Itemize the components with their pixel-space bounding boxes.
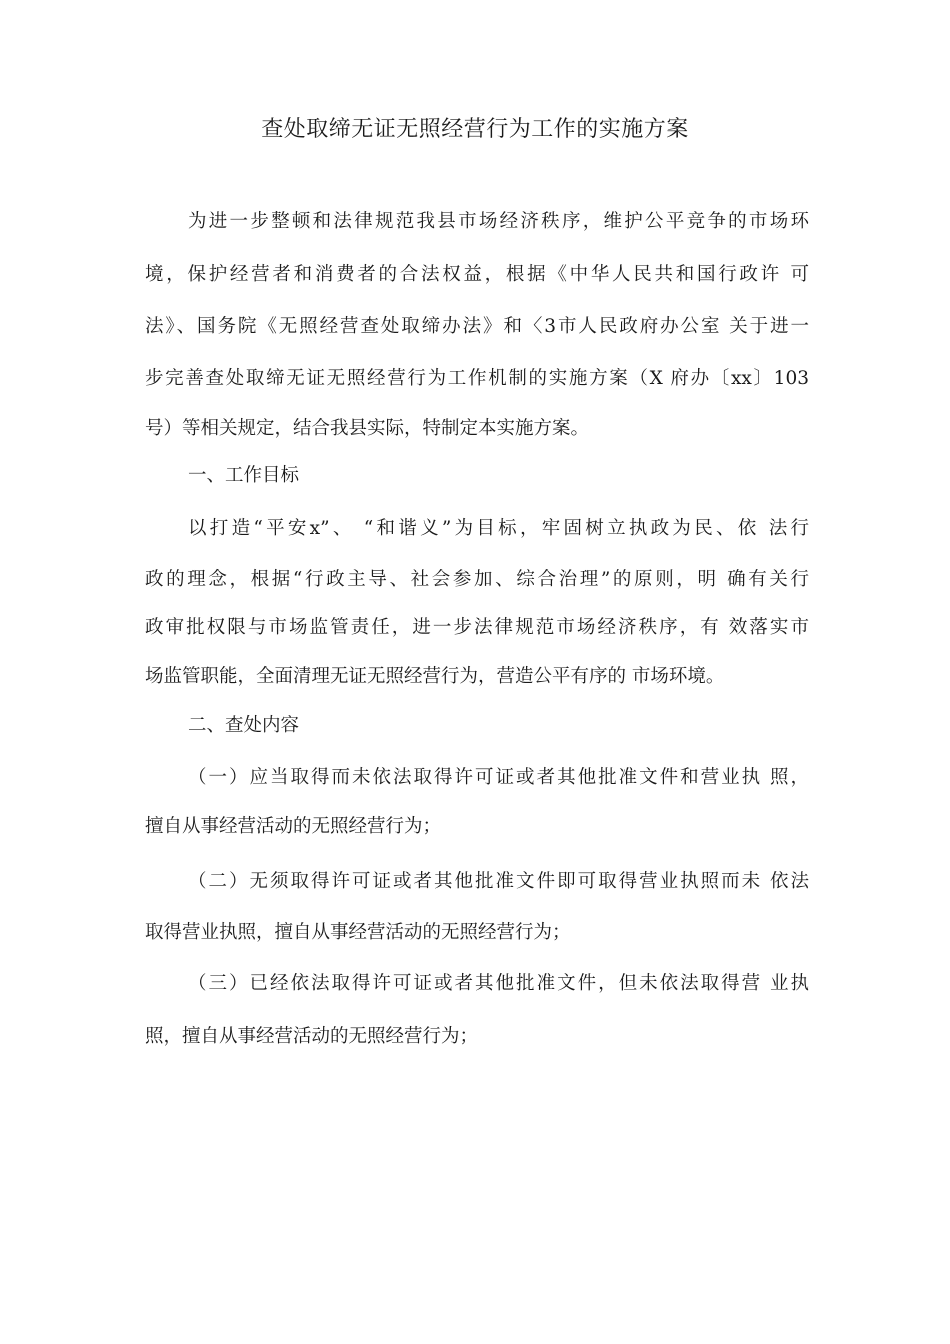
list-item-line: 取得营业执照，擅自从事经营活动的无照经营行为； [145, 922, 571, 943]
list-item-line: （二）无须取得许可证或者其他批准文件即可取得营业执照而未 依法 [188, 871, 809, 892]
list-item-line: 擅自从事经营活动的无照经营行为； [145, 816, 442, 837]
paragraph-line: 法》、国务院《无照经营查处取缔办法》和〈3市人民政府办公室 关于进一 [145, 316, 809, 337]
paragraph-line: 号）等相关规定，结合我县实际，特制定本实施方案。 [145, 418, 590, 439]
paragraph-line: 场监管职能，全面清理无证无照经营行为，营造公平有序的 市场环境。 [145, 666, 725, 687]
section-heading: 一、工作目标 [188, 465, 300, 486]
list-item-line: （一）应当取得而未依法取得许可证或者其他批准文件和营业执 照， [188, 767, 809, 788]
paragraph-line: 政的理念，根据“行政主导、社会参加、综合治理”的原则，明 确有关行 [145, 569, 809, 590]
section-heading: 二、查处内容 [188, 715, 300, 736]
document-title: 查处取缔无证无照经营行为工作的实施方案 [261, 117, 689, 142]
paragraph-line: 步完善查处取缔无证无照经营行为工作机制的实施方案（X 府办〔xx〕103 [145, 368, 809, 389]
list-item-line: 照，擅自从事经营活动的无照经营行为； [145, 1026, 479, 1047]
paragraph-line: 以打造“平安x”、 “和谐义”为目标，牢固树立执政为民、依 法行 [188, 518, 809, 539]
paragraph-line: 为进一步整顿和法律规范我县市场经济秩序，维护公平竞争的市场环 [188, 211, 809, 232]
paragraph-line: 政审批权限与市场监管责任，进一步法律规范市场经济秩序，有 效落实市 [145, 617, 809, 638]
list-item-line: （三）已经依法取得许可证或者其他批准文件，但未依法取得营 业执 [188, 973, 809, 994]
paragraph-line: 境，保护经营者和消费者的合法权益，根据《中华人民共和国行政许 可 [145, 264, 809, 285]
